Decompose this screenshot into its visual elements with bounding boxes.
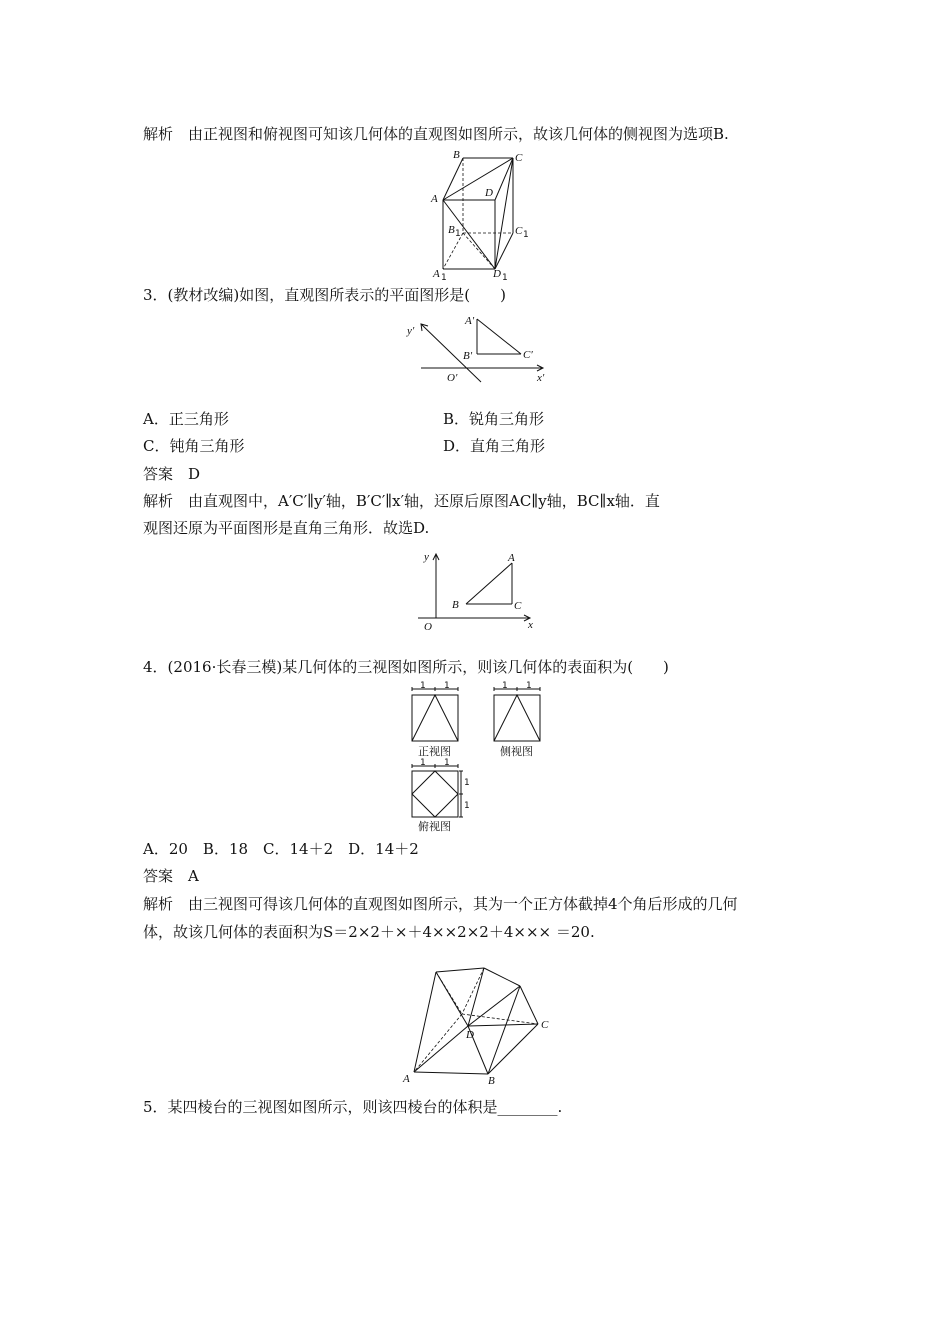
label-A: A xyxy=(403,1073,410,1085)
question-4-options: A．20 B．18 C．14＋2 D．14＋2 xyxy=(143,840,419,858)
explanation-3-line-2: 观图还原为平面图形是直角三角形．故选D. xyxy=(143,519,430,537)
label-A: A xyxy=(508,552,515,564)
top-view-caption: 俯视图 xyxy=(418,820,451,833)
label-D: D xyxy=(466,1029,474,1041)
svg-text:1: 1 xyxy=(420,758,426,768)
label-y: y xyxy=(424,551,429,563)
svg-text:1: 1 xyxy=(523,230,529,240)
cube-figure xyxy=(425,148,535,283)
three-views-figure xyxy=(405,683,555,833)
svg-text:1: 1 xyxy=(420,681,426,691)
explanation-3-line-1: 解析 由直观图中，A′C′∥y′轴，B′C′∥x′轴，还原后原图AC∥y轴，BC∥x轴．直 xyxy=(143,492,660,510)
label-A1: A xyxy=(433,268,440,280)
svg-text:1: 1 xyxy=(502,273,508,283)
svg-text:1: 1 xyxy=(526,681,532,691)
svg-text:1: 1 xyxy=(455,229,461,239)
option-c: C．钝角三角形 xyxy=(143,437,245,455)
label-A: A xyxy=(431,193,438,205)
label-D: D xyxy=(485,187,493,199)
label-B: B xyxy=(488,1075,495,1087)
label-B1: B xyxy=(448,224,455,236)
label-B: B xyxy=(453,149,460,161)
label-D1: D xyxy=(493,268,501,280)
svg-text:1: 1 xyxy=(444,681,450,691)
label-C: C xyxy=(541,1019,549,1031)
label-x: x xyxy=(528,619,533,631)
answer-3: 答案 D xyxy=(143,465,201,483)
svg-text:1: 1 xyxy=(502,681,508,691)
label-y-prime: y′ xyxy=(407,325,415,337)
solution-line-1: 解析 由正视图和俯视图可知该几何体的直观图如图所示，故该几何体的侧视图为选项B. xyxy=(143,125,729,143)
side-view-caption: 侧视图 xyxy=(500,745,533,758)
question-3: 3．(教材改编)如图，直观图所表示的平面图形是( ) xyxy=(143,286,506,304)
option-a: A．正三角形 xyxy=(143,410,229,428)
front-view-caption: 正视图 xyxy=(418,745,451,758)
answer-4: 答案 A xyxy=(143,867,199,885)
label-O: O xyxy=(424,621,432,633)
label-C: C xyxy=(515,152,523,164)
label-C-prime: C′ xyxy=(523,349,533,361)
label-B: B xyxy=(452,599,459,611)
question-4: 4．(2016·长春三模)某几何体的三视图如图所示，则该几何体的表面积为( ) xyxy=(143,658,669,676)
svg-text:1: 1 xyxy=(441,273,447,283)
explanation-4-line-2: 体，故该几何体的表面积为S＝2×2＋×＋4××2×2＋4××× ＝20. xyxy=(143,923,595,941)
label-x-prime: x′ xyxy=(537,372,545,384)
svg-text:1: 1 xyxy=(464,778,470,788)
option-b: B．锐角三角形 xyxy=(443,410,545,428)
label-C1: C xyxy=(515,225,523,237)
svg-text:1: 1 xyxy=(464,801,470,811)
explanation-4-line-1: 解析 由三视图可得该几何体的直观图如图所示，其为一个正方体截掉4个角后形成的几何 xyxy=(143,895,738,913)
label-O-prime: O′ xyxy=(447,372,458,384)
truncated-cube-figure xyxy=(400,962,560,1087)
question-5: 5．某四棱台的三视图如图所示，则该四棱台的体积是________. xyxy=(143,1098,563,1116)
oblique-axes-figure xyxy=(405,312,555,387)
label-C: C xyxy=(514,600,522,612)
svg-text:1: 1 xyxy=(444,758,450,768)
label-B-prime: B′ xyxy=(463,350,473,362)
label-A-prime: A′ xyxy=(465,315,475,327)
option-d: D．直角三角形 xyxy=(443,437,546,455)
restored-axes-figure xyxy=(410,548,540,633)
